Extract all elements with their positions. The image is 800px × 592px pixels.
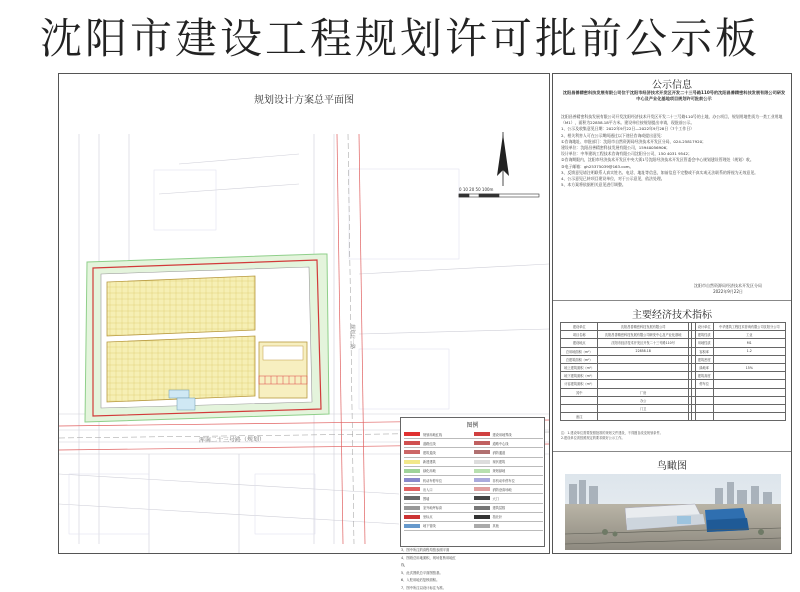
legend-row	[404, 430, 543, 439]
legend-row	[404, 467, 543, 476]
scale-bar-label: 0 10 20 50 100m	[459, 187, 494, 192]
notice-paragraph: 5、本方案将依据相关意见进行调整。	[561, 182, 787, 188]
legend-label: 地下管线	[423, 523, 436, 528]
legend-symbol-icon	[474, 524, 490, 528]
legend-row	[404, 439, 543, 448]
legend-symbol-icon	[474, 432, 490, 436]
legend-title: 图例	[401, 420, 544, 429]
section-divider	[553, 300, 791, 301]
table-cell: 设计单位	[695, 323, 713, 331]
legend-label: 指北针	[493, 514, 503, 519]
notice-paragraph: 沈阳昌善精密科技发展有限公司开发沈阳经济技术开发区开发二十三号路110号的土地，办公项目，规划用地性质为一类工业用地（M1），面积为22858.18平方米。建设单位按规划提出申请，现批前公示。	[561, 114, 787, 126]
legend-symbol-icon	[404, 441, 420, 445]
legend-label: 围墙	[423, 496, 429, 501]
legend-label: 建筑层数	[493, 505, 506, 510]
table-cell	[561, 404, 598, 412]
economics-notes	[561, 431, 787, 441]
legend-row	[404, 522, 543, 531]
table-cell: 其中	[561, 388, 598, 396]
legend-item	[474, 468, 544, 473]
legend-item	[474, 478, 544, 483]
table-cell: 厂房	[598, 388, 688, 396]
table-row	[561, 323, 786, 331]
table-cell: 工业	[713, 331, 785, 339]
table-row	[561, 404, 786, 412]
notice-body	[561, 114, 787, 188]
table-cell: 建筑高度	[695, 372, 713, 380]
legend-symbol-icon	[474, 460, 490, 464]
legend-symbol-icon	[404, 487, 420, 491]
legend-item	[404, 468, 474, 473]
plan-note-line: 5、此次图纸总平面图按基。	[401, 570, 457, 578]
site-plan-title: 规划设计方案总平面图	[59, 91, 549, 106]
legend-item	[404, 505, 474, 510]
legend-row	[404, 513, 543, 522]
table-cell: 地上建筑面积（m²）	[561, 363, 598, 371]
signature-org: 沈阳市自然资源局经济技术开发区分局	[673, 283, 783, 289]
table-row	[561, 380, 786, 388]
section-divider	[553, 451, 791, 452]
legend-symbol-icon	[404, 478, 420, 482]
notice-signature	[673, 283, 783, 295]
table-cell: 项目名称	[561, 331, 598, 339]
board-title: 沈阳市建设工程规划许可批前公示板	[0, 6, 800, 66]
plan-note-line: 7、图中所注以设计标注为准。	[401, 585, 457, 592]
legend-symbol-icon	[404, 460, 420, 464]
table-row	[561, 388, 786, 396]
table-row	[561, 372, 786, 380]
legend-symbol-icon	[474, 515, 490, 519]
legend-symbol-icon	[474, 487, 490, 491]
legend-label: 大门	[493, 496, 499, 501]
legend-item	[474, 487, 544, 492]
aerial-view-image	[565, 474, 781, 550]
table-cell	[713, 380, 785, 388]
table-cell	[713, 372, 785, 380]
scale-bar-icon	[459, 194, 539, 197]
table-cell: 总用地面积（m²）	[561, 347, 598, 355]
legend-symbol-icon	[404, 524, 420, 528]
signature-date: 2022年9月22日	[673, 289, 783, 295]
table-cell: 22858.18	[598, 347, 688, 355]
legend-symbol-icon	[404, 469, 420, 473]
table-cell	[598, 413, 688, 421]
table-cell: 地下建筑面积（m²）	[561, 372, 598, 380]
legend-row	[404, 494, 543, 503]
legend-symbol-icon	[474, 506, 490, 510]
table-cell: 沈阳昌善精密科技发展有限公司研发中心及产业化基地	[598, 331, 688, 339]
table-cell	[695, 396, 713, 404]
legend-symbol-icon	[474, 469, 490, 473]
notice-paragraph: ②咨询期限内，沈阳市经济技术开发区中央大街1号沈阳经济技术开发区管委会中心规划建设管理处（规划）收。	[561, 157, 787, 163]
legend-label: 非机动车停车位	[493, 478, 515, 483]
legend-row	[404, 458, 543, 467]
table-cell: 建设地点	[561, 339, 598, 347]
notice-paragraph: 建设单位：沈阳昌善精密科技发展有限公司，15940056906；	[561, 145, 787, 151]
table-cell: 备注	[561, 413, 598, 421]
legend-item	[474, 496, 544, 501]
building-north	[107, 276, 255, 336]
table-cell: 建设单位	[561, 323, 598, 331]
legend-symbol-icon	[404, 506, 420, 510]
legend-symbol-icon	[404, 496, 420, 500]
table-cell	[713, 396, 785, 404]
legend-symbol-icon	[404, 515, 420, 519]
legend-item	[474, 523, 544, 528]
notice-paragraph: 1、公示及收集意见日期：2022年9月22日—2022年9月28日（7个工作日）	[561, 126, 787, 132]
legend-item	[404, 496, 474, 501]
legend-label: 规划绿地	[493, 468, 506, 473]
legend-item	[474, 505, 544, 510]
table-cell	[713, 413, 785, 421]
table-cell	[598, 355, 688, 363]
table-cell	[695, 413, 713, 421]
table-cell	[598, 380, 688, 388]
legend-symbol-icon	[404, 432, 420, 436]
economics-note: 注：1.建设单位需要按照批准的规划文件建设，不得擅自改变规划条件。	[561, 431, 787, 436]
table-cell	[598, 363, 688, 371]
economics-table	[560, 322, 786, 421]
table-cell: 沈阳昌善精密科技发展有限公司	[598, 323, 688, 331]
legend-symbol-icon	[474, 496, 490, 500]
table-cell: M1	[713, 339, 785, 347]
legend-label: 建筑退线	[423, 450, 436, 455]
notice-paragraph: ①咨询地址、审批部门：沈阳市自然资源局经济技术开发区分局，024-25817920；	[561, 139, 787, 145]
notice-paragraph: 3、反馈意见请注明联系人真实姓名、电话、地址等信息，如前信息不完整或不真实或无法联系的将视为无效意见。	[561, 170, 787, 176]
legend-box	[400, 417, 545, 547]
plan-note-line: 4、图纸总用地面积，现场复核用地红线，	[401, 555, 457, 570]
legend-row	[404, 476, 543, 485]
legend-symbol-icon	[474, 478, 490, 482]
legend-label: 其他	[493, 523, 499, 528]
table-row	[561, 363, 786, 371]
legend-item	[474, 514, 544, 519]
legend-symbol-icon	[404, 450, 420, 454]
table-cell: 1.2	[713, 347, 785, 355]
legend-label: 出入口	[423, 487, 433, 492]
notice-lead: 沈阳昌善精密科技发展有限公司位于沈阳市经济技术开发区开发二十三号路110号的沈阳昌善精密科技发展有限公司研发中心及产业化基地项目规划许可批前公示	[561, 90, 787, 102]
table-cell	[695, 404, 713, 412]
economics-title: 主要经济技术指标	[553, 306, 791, 321]
legend-label: 室外地坪标高	[423, 505, 442, 510]
table-cell	[561, 396, 598, 404]
notice-paragraph: ③电子邮箱：gh25375039@163.com。	[561, 164, 787, 170]
legend-label: 道路中心线	[493, 441, 509, 446]
table-cell: 门卫	[598, 404, 688, 412]
table-cell	[598, 372, 688, 380]
legend-item	[404, 432, 474, 437]
table-cell: 建筑密度	[695, 355, 713, 363]
legend-row	[404, 504, 543, 513]
legend-label: 规划用地红线	[423, 432, 442, 437]
legend-item	[474, 450, 544, 455]
legend-item	[474, 459, 544, 464]
economics-note: 2.建设单位须按照规定的要求做好公示工作。	[561, 436, 787, 441]
legend-item	[404, 478, 474, 483]
aerial-title: 鸟瞰图	[553, 457, 791, 472]
table-cell	[695, 388, 713, 396]
table-cell: 停车位	[695, 380, 713, 388]
legend-item	[404, 450, 474, 455]
table-row	[561, 339, 786, 347]
table-cell: 计容建筑面积（m²）	[561, 380, 598, 388]
legend-grid	[404, 430, 543, 531]
legend-item	[404, 523, 474, 528]
legend-item	[404, 459, 474, 464]
legend-label: 建设用地界线	[493, 432, 512, 437]
legend-label: 现状建筑	[493, 459, 506, 464]
legend-label: 绿化用地	[423, 468, 436, 473]
legend-symbol-icon	[474, 441, 490, 445]
legend-label: 消防登高场地	[493, 487, 512, 492]
table-cell: 15%	[713, 363, 785, 371]
road-label-south: 浑南二十三号路（规划）	[199, 435, 265, 444]
table-cell: 总建筑面积（m²）	[561, 355, 598, 363]
legend-item	[404, 441, 474, 446]
table-cell: 建筑性质	[695, 331, 713, 339]
legend-symbol-icon	[474, 450, 490, 454]
plan-note-line: 6、入驻用地后复核面积。	[401, 577, 457, 585]
notice-paragraph: 4、公示意见已转项目建设单位，对于公示意见，依法处理。	[561, 176, 787, 182]
notice-paragraph: 2、相关利害人可在公示期间通过以下途径咨询或提出意见：	[561, 133, 787, 139]
notice-title: 公示信息	[553, 76, 791, 91]
table-cell	[713, 388, 785, 396]
legend-item	[404, 487, 474, 492]
road-label-east: 规划北一路	[349, 324, 356, 349]
legend-item	[474, 432, 544, 437]
notice-paragraph: 设计单位：中华建筑工程技术咨询有限公司沈阳分公司，150 4031 9542；	[561, 151, 787, 157]
legend-label: 机动车停车位	[423, 478, 442, 483]
table-cell: 用地性质	[695, 339, 713, 347]
table-row	[561, 347, 786, 355]
table-cell: 办公	[598, 396, 688, 404]
table-row	[561, 396, 786, 404]
table-row	[561, 355, 786, 363]
legend-label: 坐标点	[423, 514, 433, 519]
legend-label: 消防通道	[493, 450, 506, 455]
table-row	[561, 413, 786, 421]
legend-item	[404, 514, 474, 519]
plan-note-line: 3、图中所注的高程均按参照平面	[401, 547, 457, 555]
legend-row	[404, 485, 543, 494]
table-cell	[713, 355, 785, 363]
legend-label: 新建建筑	[423, 459, 436, 464]
table-row	[561, 331, 786, 339]
table-cell	[713, 404, 785, 412]
north-arrow-icon	[497, 132, 509, 186]
table-cell: 绿地率	[695, 363, 713, 371]
legend-row	[404, 448, 543, 457]
table-cell: 沈阳市经济技术开发区开发二十三号路110号	[598, 339, 688, 347]
legend-item	[474, 441, 544, 446]
table-cell: 中华建筑工程技术咨询有限公司沈阳分公司	[713, 323, 785, 331]
table-cell: 容积率	[695, 347, 713, 355]
info-panel	[552, 73, 792, 554]
legend-label: 道路红线	[423, 441, 436, 446]
